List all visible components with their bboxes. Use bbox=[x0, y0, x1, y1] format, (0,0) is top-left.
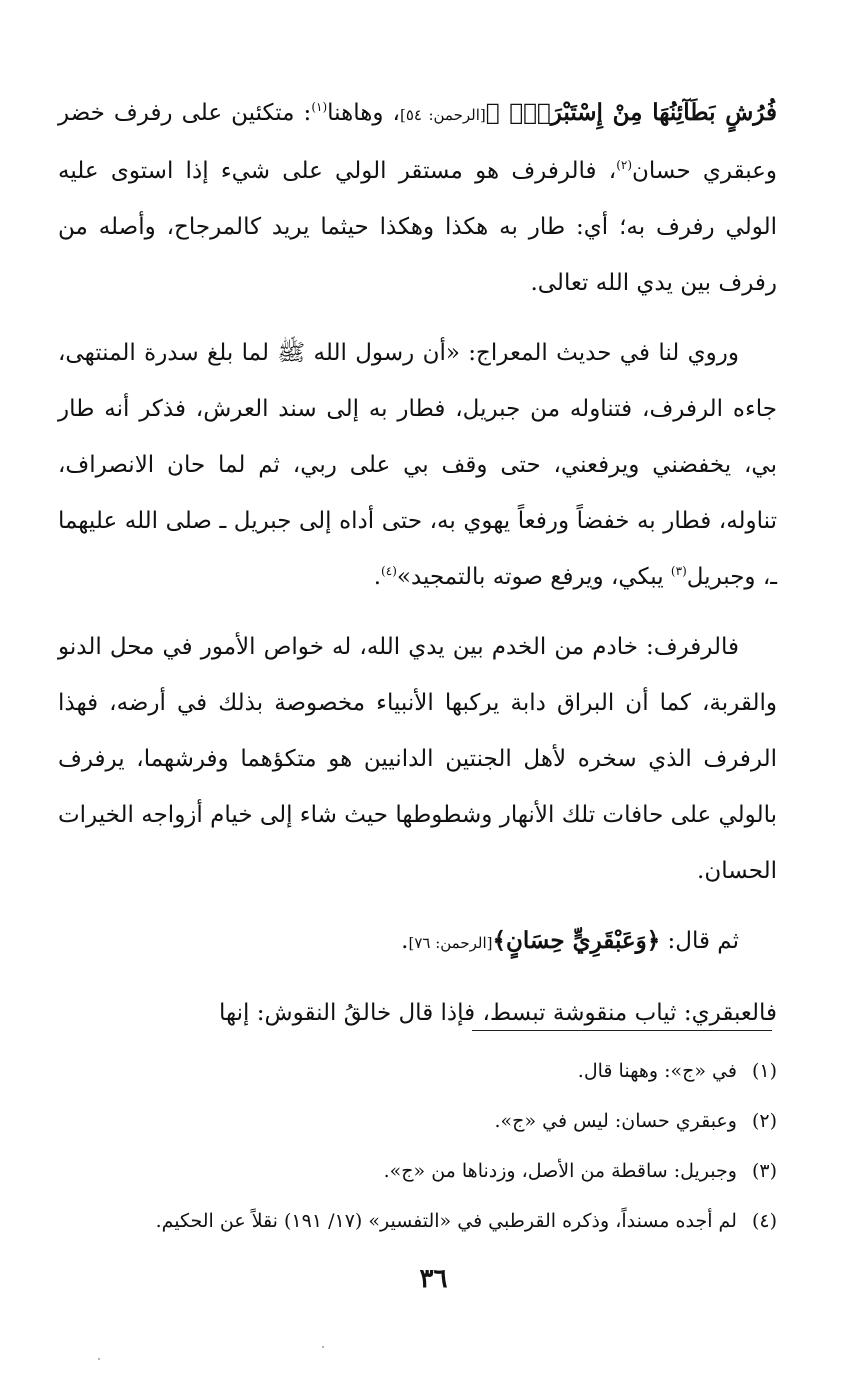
paragraph-text: ثم قال: bbox=[660, 928, 739, 954]
footnotes bbox=[58, 1046, 777, 1246]
paragraph-text: ، وهاهنا bbox=[327, 100, 400, 126]
paragraph bbox=[58, 985, 777, 1041]
footnote-text: في «ج»: وههنا قال. bbox=[577, 1060, 737, 1082]
paragraph-text: . bbox=[401, 928, 409, 954]
footnote-item bbox=[58, 1046, 777, 1096]
footnote-text: وجبريل: ساقطة من الأصل، وزدناها من «ج». bbox=[383, 1160, 737, 1182]
quran-verse: فُرُشٍ بَطَآئِنُهَا مِنْ إِسْتَبْرَقٍۚ ﴾ bbox=[485, 99, 777, 126]
footnote-number: (٢) bbox=[751, 1110, 777, 1132]
footnote-item bbox=[58, 1146, 777, 1196]
main-text bbox=[58, 85, 777, 1041]
paragraph-text: فالعبقري: ثياب منقوشة تبسط، فإذا قال خالقُ النقوش: إنها bbox=[219, 1000, 777, 1026]
footnote-item bbox=[58, 1096, 777, 1146]
footnote-text: لم أجده مسنداً، وذكره القرطبي في «التفسير» (١٧/ ١٩١) نقلاً عن الحكيم. bbox=[155, 1210, 737, 1232]
footnote-marker: (١) bbox=[311, 100, 328, 114]
paragraph-text: ، فالرفرف هو مستقر الولي على شيء إذا استوى عليه الولي رفرف به؛ أي: طار به هكذا وهكذا حيثما يريد كالمرجاح، وأصله من رفرف بين يدي الله تعالى. bbox=[58, 158, 777, 296]
footnote-marker: (٢) bbox=[616, 158, 633, 172]
paragraph-text: . bbox=[373, 564, 382, 590]
verse-reference: [الرحمن: ٥٤] bbox=[399, 106, 486, 124]
page-number: ٣٦ bbox=[419, 1264, 448, 1294]
verse-reference: [الرحمن: ٧٦] bbox=[408, 934, 493, 952]
footnote-item bbox=[58, 1196, 777, 1246]
footnote-number: (٣) bbox=[751, 1160, 777, 1182]
footnote-marker: (٤) bbox=[381, 564, 397, 578]
footnote-number: (١) bbox=[751, 1060, 777, 1082]
footnote-text: وعبقري حسان: ليس في «ج». bbox=[494, 1110, 737, 1132]
paragraph-text: وروي لنا في حديث المعراج: «أن رسول الله ﷺ لما بلغ سدرة المنتهى، جاءه الرفرف، فتناوله من جبريل، فطار به إلى سند العرش، فذكر أنه طار بي، يخفضني ويرفعني، حتى وقف بي على ربي، ثم لما حان الانصراف، تناوله، فطار به خفضاً ورفعاً يهوي به، حتى أداه إلى جبريل ـ صلى الله عليهما ـ، وجبريل bbox=[58, 340, 777, 590]
scan-speck bbox=[322, 1346, 324, 1348]
scan-speck bbox=[98, 1358, 100, 1360]
footnote-marker: (٣) bbox=[670, 564, 687, 578]
footnote-divider bbox=[472, 1030, 772, 1031]
paragraph-text: يبكي، ويرفع صوته بالتمجيد» bbox=[396, 564, 671, 590]
quran-verse: ﴿وَعَبْقَرِيٍّ حِسَانٍ﴾ bbox=[492, 927, 661, 954]
paragraph bbox=[58, 85, 777, 311]
footnote-number: (٤) bbox=[751, 1210, 777, 1232]
paragraph bbox=[58, 913, 777, 971]
paragraph-text: : متكئين على رفرف خضر وعبقري حسان bbox=[58, 100, 777, 184]
paragraph bbox=[58, 619, 777, 899]
paragraph-text: فالرفرف: خادم من الخدم بين يدي الله، له خواص الأمور في محل الدنو والقربة، كما أن البراق دابة يركبها الأنبياء مخصوصة بذلك في أرضه، فهذا الرفرف الذي سخره لأهل الجنتين الدانيين هو متكؤهما وفرشهما، يرفرف بالولي على حافات تلك الأنهار وشطوطها حيث شاء إلى خيام أزواجه الخيرات الحسان. bbox=[58, 634, 777, 884]
paragraph bbox=[58, 325, 777, 605]
